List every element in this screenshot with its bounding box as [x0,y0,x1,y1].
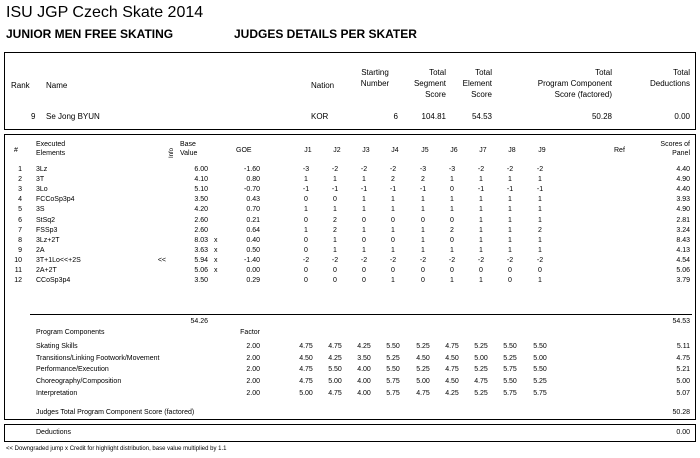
element-judge-score: -1 [506,186,514,193]
element-judge-score: 0 [362,217,366,224]
component-judge-score: 5.50 [533,366,547,373]
base-header-2: Value [180,150,198,157]
category-title: JUNIOR MEN FREE SKATING [6,27,174,41]
pcs-total-score: 50.28 [672,409,690,416]
element-goe: 0.64 [246,227,260,234]
pcs-total-label: Judges Total Program Component Score (factored) [36,409,195,416]
element-judge-score: 0 [508,277,512,284]
num-header: # [14,147,18,154]
component-judge-score: 3.50 [357,355,371,362]
component-factor: 2.00 [246,343,260,350]
element-goe: 0.21 [246,217,260,224]
component-judge-score: 4.50 [445,378,459,385]
element-number: 4 [18,196,22,203]
score-header-1: Scores of [660,141,690,148]
component-judge-score: 4.75 [445,343,459,350]
element-judge-score: 1 [362,247,366,254]
tss-header: Total Segment Score [413,68,446,99]
element-judge-score: 1 [538,237,542,244]
judge-header-3: J3 [362,147,370,154]
goe-header: GOE [236,147,252,154]
component-judge-score: 5.00 [533,355,547,362]
judge-header-4: J4 [391,147,399,154]
element-judge-score: -2 [506,166,514,173]
element-judge-score: 1 [508,227,512,234]
element-judge-score: 2 [538,227,542,234]
skater-tes: 54.53 [471,112,492,121]
element-judge-score: -3 [448,166,456,173]
element-judge-score: 2 [421,176,425,183]
element-judge-score: 1 [479,277,483,284]
element-panel-score: 4.40 [676,186,690,193]
element-code: 3Lz+2T [36,237,60,244]
component-judge-score: 5.00 [474,355,488,362]
element-goe: 0.50 [246,247,260,254]
element-goe: 0.80 [246,176,260,183]
component-judge-score: 4.25 [445,390,459,397]
component-panel-score: 5.07 [676,390,690,397]
element-judge-score: 1 [479,176,483,183]
element-judge-score: 1 [362,227,366,234]
element-code: FSSp3 [36,227,58,234]
element-judge-score: 1 [450,277,454,284]
element-judge-score: 0 [304,267,308,274]
component-judge-score: 4.75 [328,390,342,397]
element-judge-score: -2 [331,166,339,173]
element-judge-score: 1 [391,196,395,203]
element-panel-score: 4.13 [676,247,690,254]
element-judge-score: -2 [331,257,339,264]
element-judge-score: 1 [538,217,542,224]
element-panel-score: 5.06 [676,267,690,274]
element-code: StSq2 [36,217,56,224]
element-bonus-flag: x [214,247,218,254]
score-header-2: Panel [672,150,690,157]
element-judge-score: -1 [419,186,427,193]
element-judge-score: 1 [538,196,542,203]
element-number: 3 [18,186,22,193]
element-judge-score: 0 [304,217,308,224]
component-judge-score: 4.50 [299,355,313,362]
element-judge-score: -2 [302,257,310,264]
component-judge-score: 5.50 [386,343,400,350]
element-judge-score: 1 [304,227,308,234]
element-number: 5 [18,206,22,213]
component-panel-score: 5.00 [676,378,690,385]
nation-header: Nation [311,81,335,90]
element-judge-score: -2 [536,257,544,264]
element-judge-score: 1 [450,206,454,213]
base-header-1: Base [180,141,196,148]
element-goe: 0.29 [246,277,260,284]
element-bonus-flag: x [214,257,218,264]
judge-header-6: J6 [450,147,458,154]
element-judge-score: -2 [419,257,427,264]
elements-total-base: 54.26 [190,318,208,325]
name-header: Name [46,81,68,90]
element-judge-score: 1 [391,227,395,234]
component-judge-score: 4.75 [299,366,313,373]
element-goe: 0.00 [246,267,260,274]
element-judge-score: -3 [302,166,310,173]
element-judge-score: 2 [333,227,337,234]
component-judge-score: 5.25 [503,355,517,362]
element-judge-score: 1 [362,196,366,203]
component-factor: 2.00 [246,355,260,362]
element-judge-score: 1 [391,277,395,284]
element-judge-score: 1 [508,176,512,183]
element-judge-score: 1 [333,206,337,213]
element-judge-score: 1 [479,217,483,224]
element-judge-score: 1 [333,176,337,183]
element-judge-score: 0 [450,237,454,244]
component-judge-score: 5.50 [503,378,517,385]
element-judge-score: -2 [360,166,368,173]
component-judge-score: 4.00 [357,378,371,385]
element-bonus-flag: x [214,237,218,244]
element-judge-score: 1 [479,227,483,234]
element-code: 3S [36,206,45,213]
element-judge-score: 1 [304,176,308,183]
judge-header-5: J5 [421,147,429,154]
element-code: 3Lo [36,186,48,193]
element-panel-score: 4.54 [676,257,690,264]
event-title: ISU JGP Czech Skate 2014 [6,4,204,21]
component-factor: 2.00 [246,366,260,373]
element-number: 12 [14,277,22,284]
element-panel-score: 4.90 [676,206,690,213]
element-base-value: 3.50 [194,277,208,284]
component-judge-score: 4.50 [416,355,430,362]
element-judge-score: 0 [304,247,308,254]
element-judge-score: 1 [450,247,454,254]
element-judge-score: -2 [477,166,485,173]
component-judge-score: 5.75 [386,390,400,397]
element-judge-score: 2 [450,227,454,234]
tes-header: Total Element Score [462,68,492,99]
skater-deductions: 0.00 [674,112,690,121]
component-judge-score: 5.25 [416,366,430,373]
element-judge-score: 1 [391,247,395,254]
element-judge-score: 1 [362,176,366,183]
element-judge-score: 0 [304,196,308,203]
component-judge-score: 4.25 [328,355,342,362]
deductions-header: Total Deductions [649,68,690,88]
element-judge-score: 0 [421,267,425,274]
element-base-value: 5.06 [194,267,208,274]
element-number: 1 [18,166,22,173]
deductions-label: Deductions [36,429,72,436]
judge-header-1: J1 [304,147,312,154]
element-judge-score: 1 [508,217,512,224]
skater-start: 6 [393,112,398,121]
component-name: Choreography/Composition [36,378,122,385]
element-judge-score: 0 [421,277,425,284]
element-base-value: 3.50 [194,196,208,203]
component-judge-score: 4.75 [474,378,488,385]
component-judge-score: 5.25 [416,343,430,350]
pc-header: Program Components [36,329,105,336]
element-goe: 0.40 [246,237,260,244]
element-judge-score: 1 [538,247,542,254]
element-judge-score: 0 [304,237,308,244]
element-code: 3T+1Lo<<+2S [36,257,81,264]
element-judge-score: 1 [538,206,542,213]
elements-header-2: Elements [36,150,66,157]
element-goe: 0.43 [246,196,260,203]
element-panel-score: 8.43 [676,237,690,244]
judge-header-2: J2 [333,147,341,154]
component-judge-score: 5.25 [386,355,400,362]
component-name: Transitions/Linking Footwork/Movement [36,355,160,362]
element-base-value: 8.03 [194,237,208,244]
component-judge-score: 5.00 [416,378,430,385]
component-judge-score: 5.25 [533,378,547,385]
element-base-value: 3.63 [194,247,208,254]
component-judge-score: 4.75 [299,378,313,385]
element-base-value: 5.94 [194,257,208,264]
element-panel-score: 2.81 [676,217,690,224]
element-judge-score: 1 [304,206,308,213]
element-judge-score: 1 [421,247,425,254]
element-judge-score: 1 [421,196,425,203]
component-judge-score: 5.25 [474,390,488,397]
element-judge-score: -1 [302,186,310,193]
component-judge-score: 5.75 [533,390,547,397]
component-judge-score: 5.50 [503,343,517,350]
element-number: 10 [14,257,22,264]
element-judge-score: 1 [333,237,337,244]
element-judge-score: 0 [333,277,337,284]
element-judge-score: 1 [479,247,483,254]
elements-total-score: 54.53 [672,318,690,325]
element-judge-score: 0 [391,217,395,224]
component-judge-score: 4.75 [328,343,342,350]
component-panel-score: 5.11 [676,343,690,350]
element-number: 2 [18,176,22,183]
skater-name: Se Jong BYUN [46,112,100,121]
component-judge-score: 5.50 [386,366,400,373]
element-base-value: 2.60 [194,227,208,234]
element-judge-score: 0 [450,217,454,224]
element-code: 3Lz [36,166,48,173]
component-panel-score: 5.21 [676,366,690,373]
component-panel-score: 4.75 [676,355,690,362]
component-judge-score: 4.00 [357,390,371,397]
element-judge-score: 0 [391,267,395,274]
element-judge-score: -2 [506,257,514,264]
element-judge-score: 0 [450,267,454,274]
element-judge-score: -2 [448,257,456,264]
element-judge-score: -3 [419,166,427,173]
component-judge-score: 5.00 [328,378,342,385]
component-factor: 2.00 [246,390,260,397]
element-judge-score: 0 [479,267,483,274]
element-judge-score: 1 [333,247,337,254]
element-panel-score: 3.79 [676,277,690,284]
component-factor: 2.00 [246,378,260,385]
element-judge-score: 0 [450,186,454,193]
pcs-header: Total Program Component Score (factored) [537,68,612,99]
element-judge-score: 0 [538,267,542,274]
element-panel-score: 3.93 [676,196,690,203]
element-judge-score: -1 [536,186,544,193]
component-judge-score: 4.50 [445,355,459,362]
element-judge-score: -1 [331,186,339,193]
component-judge-score: 4.00 [357,366,371,373]
component-judge-score: 4.25 [357,343,371,350]
component-name: Skating Skills [36,343,78,350]
element-judge-score: -1 [477,186,485,193]
element-base-value: 5.10 [194,186,208,193]
element-base-value: 4.10 [194,176,208,183]
element-judge-score: 1 [362,206,366,213]
element-panel-score: 3.24 [676,227,690,234]
element-judge-score: -2 [360,257,368,264]
element-code: 2A [36,247,45,254]
element-judge-score: 2 [391,176,395,183]
report-title: JUDGES DETAILS PER SKATER [234,27,417,41]
deductions-value: 0.00 [676,429,690,436]
element-judge-score: 1 [479,196,483,203]
element-goe: -1.60 [244,166,260,173]
element-judge-score: -2 [389,257,397,264]
skater-pcs: 50.28 [591,112,612,121]
component-name: Performance/Execution [36,366,109,373]
element-number: 8 [18,237,22,244]
elements-header-1: Executed [36,141,66,148]
skater-tss: 104.81 [421,112,446,121]
element-judge-score: 1 [508,196,512,203]
factor-header: Factor [240,329,260,336]
skater-rank: 9 [31,112,36,121]
element-judge-score: 1 [508,237,512,244]
element-goe: 0.70 [246,206,260,213]
element-judge-score: 1 [479,206,483,213]
component-judge-score: 4.75 [445,366,459,373]
component-judge-score: 5.50 [533,343,547,350]
judge-header-7: J7 [479,147,487,154]
element-base-value: 4.20 [194,206,208,213]
element-judge-score: 0 [362,277,366,284]
element-judge-score: 1 [479,237,483,244]
element-judge-score: 1 [508,206,512,213]
component-name: Interpretation [36,390,78,397]
element-judge-score: 1 [450,176,454,183]
component-judge-score: 5.75 [386,378,400,385]
element-goe: -1.40 [244,257,260,264]
starting-header: Starting Number [360,68,390,88]
element-goe: -0.70 [244,186,260,193]
element-judge-score: 2 [333,217,337,224]
element-bonus-flag: x [214,267,218,274]
element-judge-score: 1 [421,227,425,234]
element-number: 7 [18,227,22,234]
element-number: 9 [18,247,22,254]
deductions-box [4,424,696,442]
element-base-value: 2.60 [194,217,208,224]
element-judge-score: -2 [536,166,544,173]
element-judge-score: 0 [333,196,337,203]
element-judge-score: -1 [360,186,368,193]
component-judge-score: 5.25 [474,366,488,373]
element-judge-score: 1 [450,196,454,203]
ref-header: Ref [614,147,625,154]
element-panel-score: 4.40 [676,166,690,173]
element-judge-score: 0 [391,237,395,244]
element-judge-score: -2 [389,166,397,173]
element-number: 6 [18,217,22,224]
judge-header-8: J8 [508,147,516,154]
component-judge-score: 5.25 [474,343,488,350]
element-panel-score: 4.90 [676,176,690,183]
element-judge-score: 1 [508,247,512,254]
info-header: Info [169,147,175,158]
element-judge-score: 0 [421,217,425,224]
component-judge-score: 5.50 [328,366,342,373]
element-judge-score: 1 [538,176,542,183]
element-judge-score: 0 [362,237,366,244]
element-judge-score: 1 [391,206,395,213]
element-base-value: 6.00 [194,166,208,173]
element-info: << [157,257,166,264]
skater-nation: KOR [311,112,329,121]
element-code: 3T [36,176,45,183]
rank-header: Rank [11,81,30,90]
judge-header-9: J9 [538,147,546,154]
element-judge-score: 1 [421,206,425,213]
component-judge-score: 5.75 [503,366,517,373]
element-judge-score: -2 [477,257,485,264]
element-judge-score: 1 [421,237,425,244]
element-number: 11 [14,267,22,274]
element-judge-score: 0 [508,267,512,274]
element-judge-score: 1 [538,277,542,284]
element-judge-score: -1 [389,186,397,193]
element-code: 2A+2T [36,267,57,274]
component-judge-score: 4.75 [299,343,313,350]
component-judge-score: 5.75 [503,390,517,397]
component-judge-score: 4.75 [416,390,430,397]
component-judge-score: 5.00 [299,390,313,397]
element-code: CCoSp3p4 [36,277,71,284]
element-judge-score: 0 [304,277,308,284]
footnote: << Downgraded jump x Credit for highlight distribution, base value multiplied by 1.1 [6,446,227,452]
elements-total-line [30,314,692,315]
element-code: FCCoSp3p4 [36,196,75,203]
element-judge-score: 0 [362,267,366,274]
element-judge-score: 0 [333,267,337,274]
